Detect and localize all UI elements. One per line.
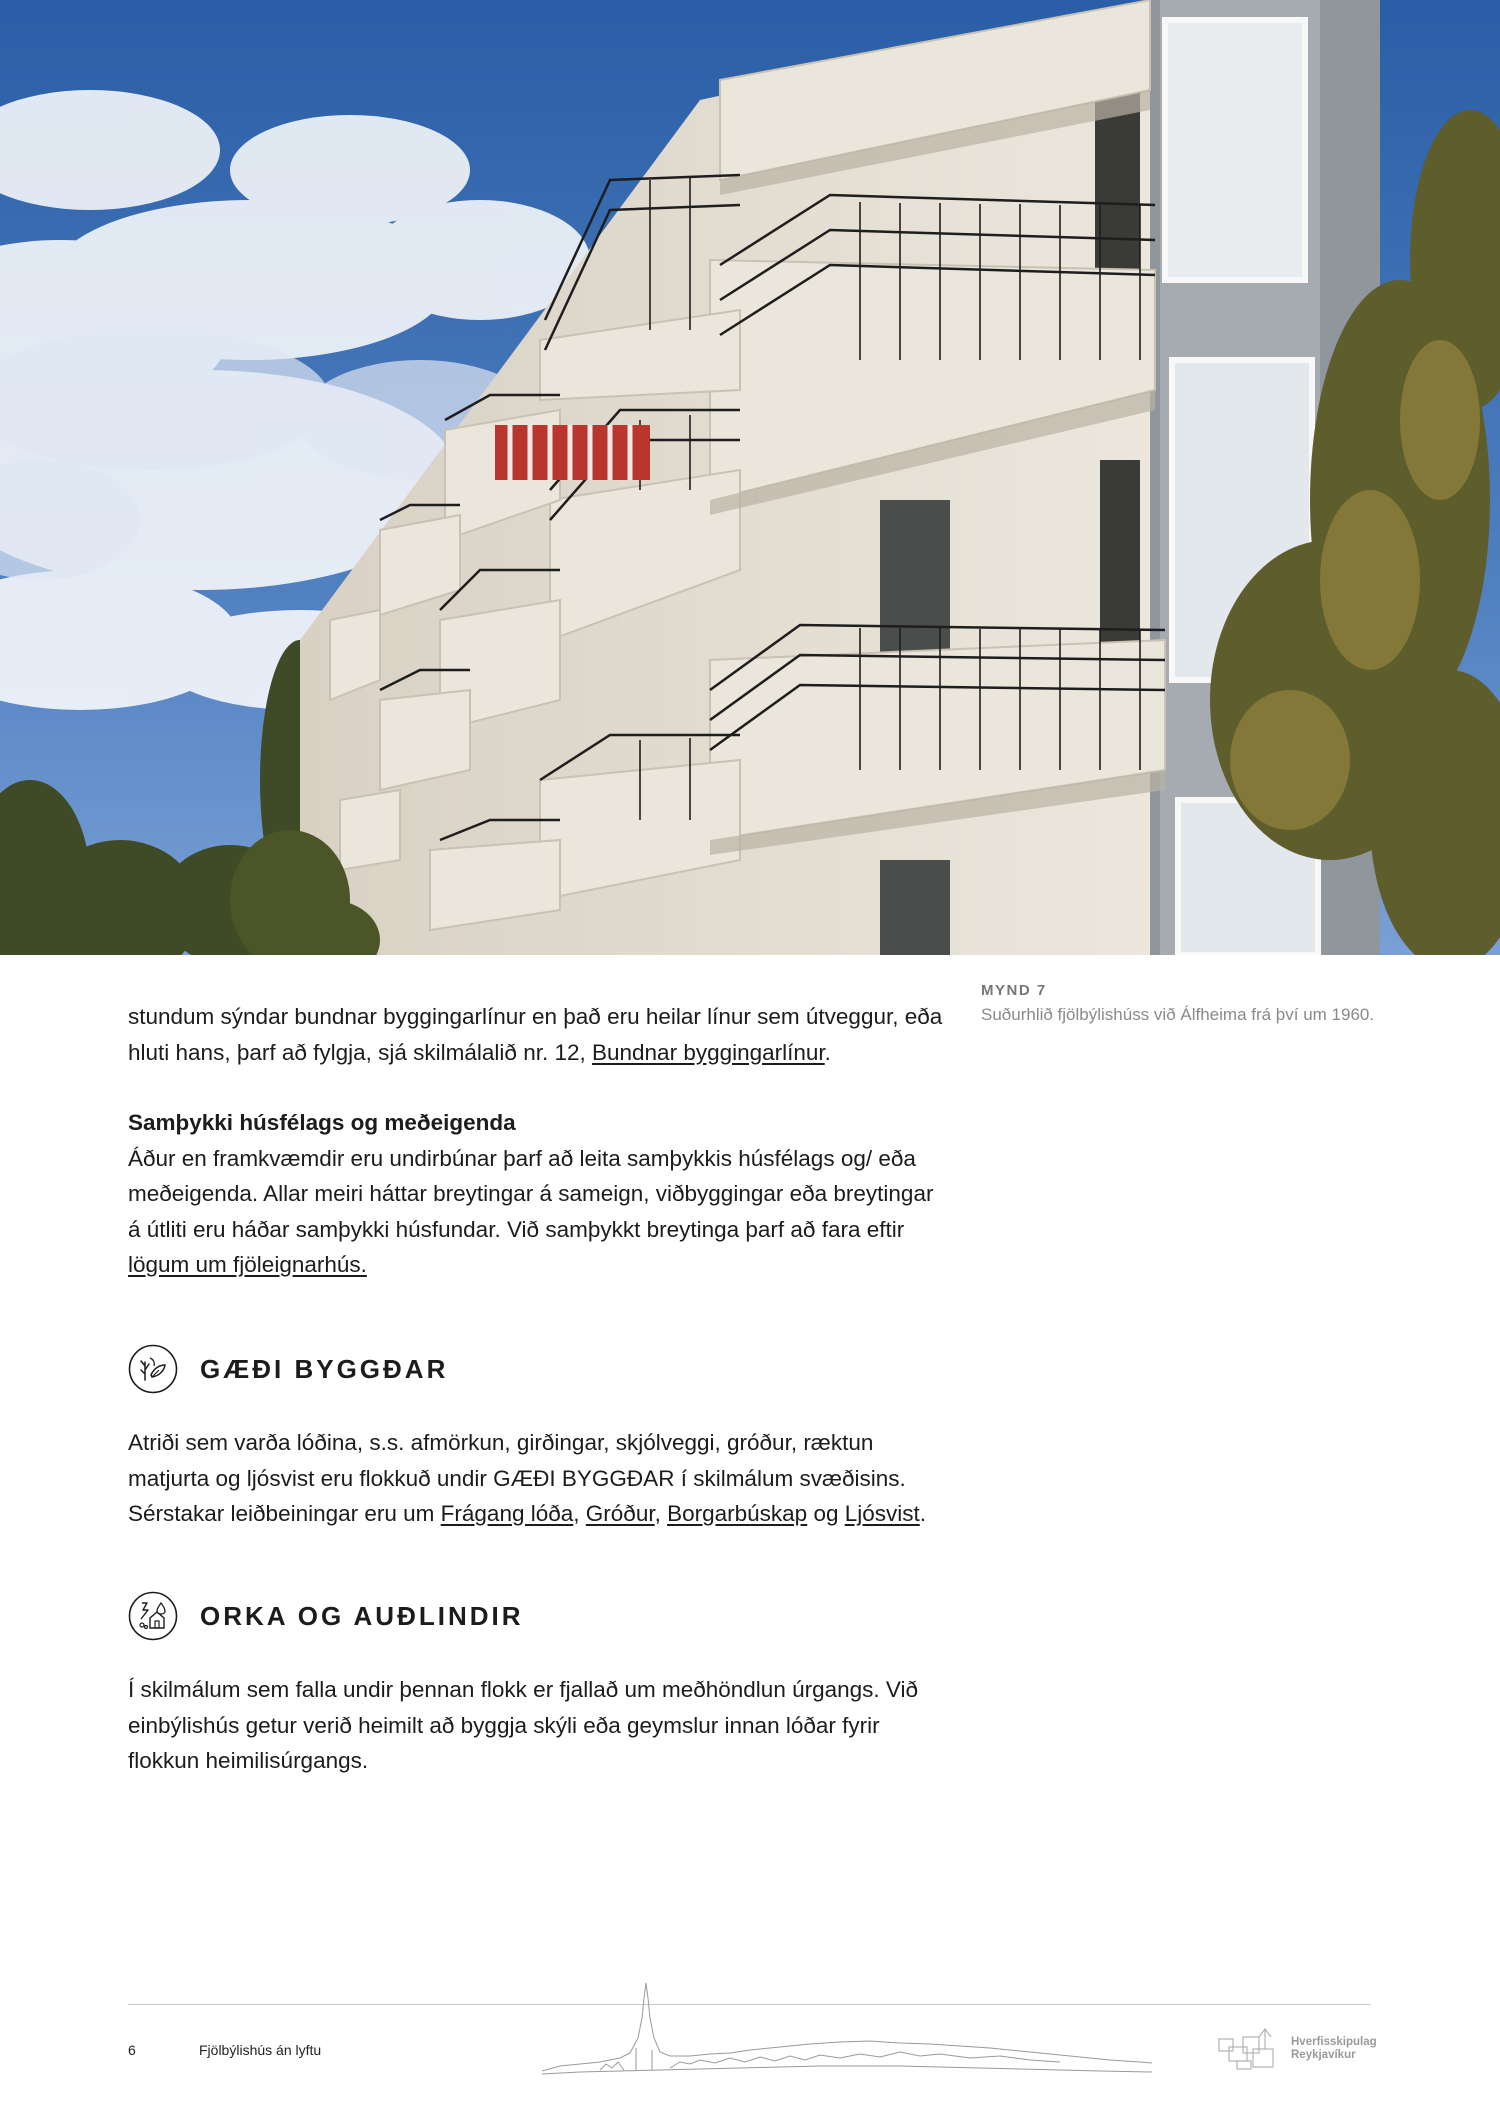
separator: , xyxy=(573,1501,586,1526)
logo-mark xyxy=(1217,2027,1285,2071)
logo xyxy=(1217,2027,1377,2071)
hero-photo xyxy=(0,0,1500,955)
link-fragang-loda[interactable]: Frágang lóða xyxy=(440,1501,574,1526)
red-awning xyxy=(495,425,650,480)
intro-text: stundum sýndar bundnar byggingarlínur en það eru heilar línur sem útveggur, eða hluti hans, þarf að fylgja, sjá skilmálalið nr. 12, xyxy=(128,1004,943,1065)
caption-text: Suðurhlið fjölbýlishúss við Álfheima frá því um 1960. xyxy=(981,1005,1375,1024)
logo-line-2: Reykjavíkur xyxy=(1291,2049,1356,2061)
consent-text: Áður en framkvæmdir eru undirbúnar þarf að leita samþykkis húsfélags og/ eða meðeigenda. Allar meiri háttar breytingar á sameign, viðbyggingar eða breytingar á útliti eru háðar samþykki húsfundar. Við samþykkt breytinga þarf að fara eftir xyxy=(128,1145,934,1242)
link-log-fjoleignarhus[interactable]: lögum um fjöleignarhús. xyxy=(128,1252,367,1277)
logo-text xyxy=(1291,2036,1377,2062)
city-skyline-illustration xyxy=(540,1978,1160,2078)
consent-heading: Samþykki húsfélags og meðeigenda xyxy=(128,1110,516,1135)
separator: og xyxy=(807,1501,845,1526)
intro-paragraph xyxy=(128,999,948,1070)
intro-end: . xyxy=(824,1039,831,1065)
separator: , xyxy=(654,1501,668,1526)
energy-text: Í skilmálum sem falla undir þennan flokk er fjallað um meðhöndlun úrgangs. Við einbýlishús getur verið heimilt að byggja skýli eða geymslur innan lóðar fyrir flokkun heimilisúrgangs. xyxy=(128,1677,919,1773)
section-heading-energy xyxy=(128,1590,524,1642)
caption-label: MYND 7 xyxy=(981,982,1047,999)
figure-caption xyxy=(981,982,1381,1027)
link-bundnar-byggingarlinur[interactable]: Bundnar byggingarlínur xyxy=(592,1039,825,1065)
logo-line-1: Hverfisskipulag xyxy=(1291,2036,1377,2048)
page-number: 6 xyxy=(128,2042,136,2058)
energy-house-icon xyxy=(128,1591,178,1641)
leaf-tree-icon xyxy=(128,1344,178,1394)
quality-paragraph xyxy=(128,1425,948,1532)
energy-paragraph xyxy=(128,1672,948,1779)
quality-text: Atriði sem varða lóðina, s.s. afmörkun, girðingar, skjólveggi, gróður, ræktun matjurta og ljósvist eru flokkuð undir GÆÐI BYGGÐAR í skilmálum svæðisins. Sérstakar leiðbeiningar eru um xyxy=(128,1430,906,1526)
link-ljosvist[interactable]: Ljósvist xyxy=(844,1501,920,1526)
document-title: Fjölbýlishús án lyftu xyxy=(199,2042,322,2058)
section-title-energy: ORKA OG AUÐLINDIR xyxy=(200,1600,524,1631)
separator: . xyxy=(919,1501,927,1526)
section-title-quality: GÆÐI BYGGÐAR xyxy=(200,1353,449,1384)
link-borgarbuskap[interactable]: Borgarbúskap xyxy=(667,1501,808,1526)
consent-block xyxy=(128,1105,948,1283)
section-heading-quality xyxy=(128,1343,448,1395)
link-grodur[interactable]: Gróður xyxy=(585,1501,655,1526)
